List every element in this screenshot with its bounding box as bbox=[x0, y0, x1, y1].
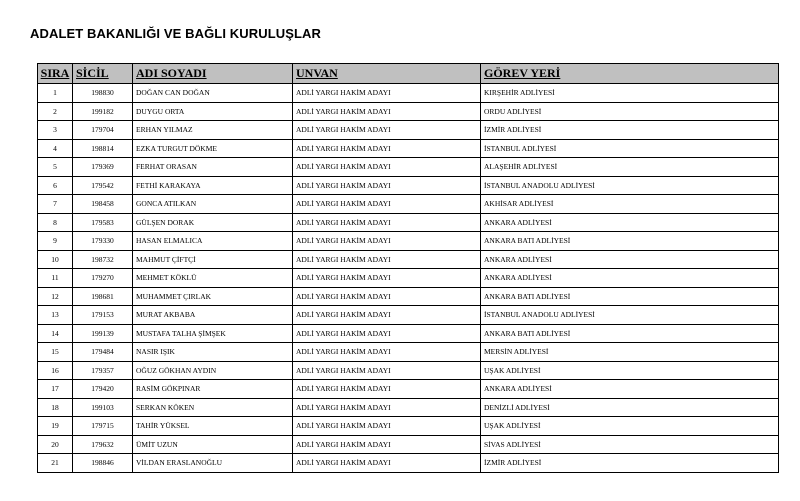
cell-sicil: 198732 bbox=[73, 250, 133, 269]
table-row bbox=[38, 343, 779, 362]
table-row bbox=[38, 324, 779, 343]
table-body bbox=[38, 84, 779, 473]
cell-sira: 4 bbox=[38, 139, 73, 158]
cell-unvan: ADLİ YARGI HAKİM ADAYI bbox=[293, 102, 481, 121]
cell-gorev-yeri: SİVAS ADLİYESİ bbox=[481, 435, 779, 454]
cell-name: MEHMET KÖKLÜ bbox=[133, 269, 293, 288]
cell-sira: 12 bbox=[38, 287, 73, 306]
cell-gorev-yeri: ALAŞEHİR ADLİYESİ bbox=[481, 158, 779, 177]
cell-sira: 15 bbox=[38, 343, 73, 362]
table-row bbox=[38, 380, 779, 399]
cell-sicil: 179420 bbox=[73, 380, 133, 399]
cell-sira: 17 bbox=[38, 380, 73, 399]
cell-sicil: 179270 bbox=[73, 269, 133, 288]
cell-gorev-yeri: ANKARA BATI ADLİYESİ bbox=[481, 232, 779, 251]
cell-name: FETHİ KARAKAYA bbox=[133, 176, 293, 195]
cell-sira: 11 bbox=[38, 269, 73, 288]
cell-name: NASIR IŞIK bbox=[133, 343, 293, 362]
cell-sicil: 179357 bbox=[73, 361, 133, 380]
cell-sicil: 179583 bbox=[73, 213, 133, 232]
cell-sicil: 198830 bbox=[73, 84, 133, 103]
table-row bbox=[38, 84, 779, 103]
cell-gorev-yeri: ANKARA BATI ADLİYESİ bbox=[481, 324, 779, 343]
cell-name: MAHMUT ÇİFTÇİ bbox=[133, 250, 293, 269]
cell-sira: 13 bbox=[38, 306, 73, 325]
cell-sira: 6 bbox=[38, 176, 73, 195]
cell-sicil: 199139 bbox=[73, 324, 133, 343]
cell-sira: 9 bbox=[38, 232, 73, 251]
table-row bbox=[38, 269, 779, 288]
cell-name: GONCA ATILKAN bbox=[133, 195, 293, 214]
cell-unvan: ADLİ YARGI HAKİM ADAYI bbox=[293, 343, 481, 362]
column-header-sira: SIRA bbox=[38, 64, 73, 84]
table-header bbox=[38, 64, 779, 84]
cell-name: SERKAN KÖKEN bbox=[133, 398, 293, 417]
cell-unvan: ADLİ YARGI HAKİM ADAYI bbox=[293, 417, 481, 436]
cell-gorev-yeri: ANKARA BATI ADLİYESİ bbox=[481, 287, 779, 306]
cell-gorev-yeri: AKHİSAR ADLİYESİ bbox=[481, 195, 779, 214]
cell-unvan: ADLİ YARGI HAKİM ADAYI bbox=[293, 306, 481, 325]
table-row bbox=[38, 417, 779, 436]
cell-unvan: ADLİ YARGI HAKİM ADAYI bbox=[293, 435, 481, 454]
cell-name: GÜLŞEN DORAK bbox=[133, 213, 293, 232]
cell-sira: 3 bbox=[38, 121, 73, 140]
table-row bbox=[38, 158, 779, 177]
table-row bbox=[38, 287, 779, 306]
table-row bbox=[38, 361, 779, 380]
cell-sicil: 179542 bbox=[73, 176, 133, 195]
cell-gorev-yeri: İSTANBUL ADLİYESİ bbox=[481, 139, 779, 158]
cell-unvan: ADLİ YARGI HAKİM ADAYI bbox=[293, 269, 481, 288]
cell-sicil: 199182 bbox=[73, 102, 133, 121]
cell-sira: 2 bbox=[38, 102, 73, 121]
cell-name: ERHAN YILMAZ bbox=[133, 121, 293, 140]
cell-unvan: ADLİ YARGI HAKİM ADAYI bbox=[293, 250, 481, 269]
cell-name: DUYGU ORTA bbox=[133, 102, 293, 121]
cell-sicil: 179704 bbox=[73, 121, 133, 140]
cell-gorev-yeri: İSTANBUL ANADOLU ADLİYESİ bbox=[481, 306, 779, 325]
table-row bbox=[38, 213, 779, 232]
cell-gorev-yeri: İZMİR ADLİYESİ bbox=[481, 121, 779, 140]
cell-gorev-yeri: DENİZLİ ADLİYESİ bbox=[481, 398, 779, 417]
table-row bbox=[38, 102, 779, 121]
cell-unvan: ADLİ YARGI HAKİM ADAYI bbox=[293, 232, 481, 251]
cell-sicil: 179153 bbox=[73, 306, 133, 325]
cell-unvan: ADLİ YARGI HAKİM ADAYI bbox=[293, 158, 481, 177]
cell-gorev-yeri: ANKARA ADLİYESİ bbox=[481, 250, 779, 269]
table-row bbox=[38, 195, 779, 214]
cell-unvan: ADLİ YARGI HAKİM ADAYI bbox=[293, 195, 481, 214]
cell-name: MUSTAFA TALHA ŞİMŞEK bbox=[133, 324, 293, 343]
cell-gorev-yeri: ORDU ADLİYESİ bbox=[481, 102, 779, 121]
table-row bbox=[38, 454, 779, 473]
table-row bbox=[38, 398, 779, 417]
cell-name: DOĞAN CAN DOĞAN bbox=[133, 84, 293, 103]
cell-sicil: 198681 bbox=[73, 287, 133, 306]
cell-sira: 5 bbox=[38, 158, 73, 177]
cell-sira: 20 bbox=[38, 435, 73, 454]
table-row bbox=[38, 435, 779, 454]
table-row bbox=[38, 139, 779, 158]
cell-sira: 19 bbox=[38, 417, 73, 436]
column-header-name: ADI SOYADI bbox=[133, 64, 293, 84]
cell-gorev-yeri: UŞAK ADLİYESİ bbox=[481, 417, 779, 436]
table-row bbox=[38, 121, 779, 140]
cell-name: OĞUZ GÖKHAN AYDIN bbox=[133, 361, 293, 380]
cell-unvan: ADLİ YARGI HAKİM ADAYI bbox=[293, 361, 481, 380]
table-row bbox=[38, 306, 779, 325]
cell-unvan: ADLİ YARGI HAKİM ADAYI bbox=[293, 176, 481, 195]
cell-unvan: ADLİ YARGI HAKİM ADAYI bbox=[293, 398, 481, 417]
cell-sira: 10 bbox=[38, 250, 73, 269]
cell-name: VİLDAN ERASLANOĞLU bbox=[133, 454, 293, 473]
cell-unvan: ADLİ YARGI HAKİM ADAYI bbox=[293, 324, 481, 343]
cell-sira: 8 bbox=[38, 213, 73, 232]
cell-gorev-yeri: İZMİR ADLİYESİ bbox=[481, 454, 779, 473]
cell-gorev-yeri: ANKARA ADLİYESİ bbox=[481, 380, 779, 399]
column-header-sicil: SİCİL bbox=[73, 64, 133, 84]
page-title: ADALET BAKANLIĞI VE BAĞLI KURULUŞLAR bbox=[30, 26, 322, 41]
cell-sicil: 179715 bbox=[73, 417, 133, 436]
table-row bbox=[38, 232, 779, 251]
cell-sicil: 198814 bbox=[73, 139, 133, 158]
cell-unvan: ADLİ YARGI HAKİM ADAYI bbox=[293, 139, 481, 158]
cell-name: ÜMİT UZUN bbox=[133, 435, 293, 454]
cell-name: HASAN ELMALICA bbox=[133, 232, 293, 251]
cell-name: MUHAMMET ÇIRLAK bbox=[133, 287, 293, 306]
cell-unvan: ADLİ YARGI HAKİM ADAYI bbox=[293, 121, 481, 140]
cell-name: MURAT AKBABA bbox=[133, 306, 293, 325]
column-header-gorev-yeri: GÖREV YERİ bbox=[481, 64, 779, 84]
cell-name: EZKA TURGUT DÖKME bbox=[133, 139, 293, 158]
cell-sicil: 179369 bbox=[73, 158, 133, 177]
cell-gorev-yeri: ANKARA ADLİYESİ bbox=[481, 269, 779, 288]
cell-gorev-yeri: ANKARA ADLİYESİ bbox=[481, 213, 779, 232]
header-row bbox=[38, 64, 779, 84]
cell-sicil: 179330 bbox=[73, 232, 133, 251]
cell-unvan: ADLİ YARGI HAKİM ADAYI bbox=[293, 287, 481, 306]
cell-gorev-yeri: MERSİN ADLİYESİ bbox=[481, 343, 779, 362]
table-row bbox=[38, 176, 779, 195]
cell-unvan: ADLİ YARGI HAKİM ADAYI bbox=[293, 84, 481, 103]
cell-sicil: 179632 bbox=[73, 435, 133, 454]
cell-sira: 14 bbox=[38, 324, 73, 343]
cell-sicil: 179484 bbox=[73, 343, 133, 362]
cell-sira: 7 bbox=[38, 195, 73, 214]
cell-sicil: 199103 bbox=[73, 398, 133, 417]
table-row bbox=[38, 250, 779, 269]
cell-sira: 1 bbox=[38, 84, 73, 103]
cell-sira: 18 bbox=[38, 398, 73, 417]
cell-gorev-yeri: İSTANBUL ANADOLU ADLİYESİ bbox=[481, 176, 779, 195]
assignment-table bbox=[37, 63, 779, 473]
cell-sicil: 198846 bbox=[73, 454, 133, 473]
cell-sira: 21 bbox=[38, 454, 73, 473]
cell-gorev-yeri: KIRŞEHİR ADLİYESİ bbox=[481, 84, 779, 103]
cell-unvan: ADLİ YARGI HAKİM ADAYI bbox=[293, 454, 481, 473]
cell-sicil: 198458 bbox=[73, 195, 133, 214]
cell-sira: 16 bbox=[38, 361, 73, 380]
cell-name: TAHİR YÜKSEL bbox=[133, 417, 293, 436]
cell-name: FERHAT ORASAN bbox=[133, 158, 293, 177]
cell-gorev-yeri: UŞAK ADLİYESİ bbox=[481, 361, 779, 380]
column-header-unvan: UNVAN bbox=[293, 64, 481, 84]
cell-name: RASİM GÖKPINAR bbox=[133, 380, 293, 399]
cell-unvan: ADLİ YARGI HAKİM ADAYI bbox=[293, 380, 481, 399]
cell-unvan: ADLİ YARGI HAKİM ADAYI bbox=[293, 213, 481, 232]
